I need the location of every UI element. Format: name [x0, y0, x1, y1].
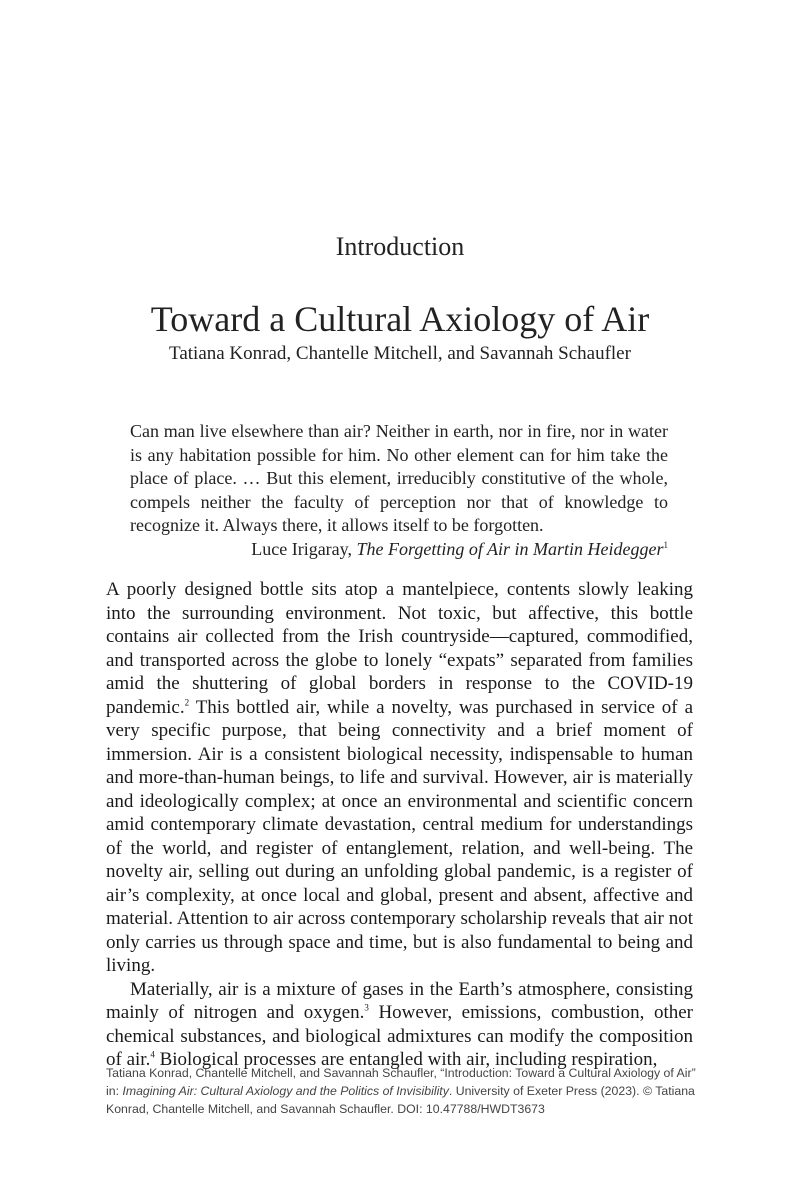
footer-text: . University of Exeter Press (2023). © Tatiana Konrad, Chantelle Mitchell, and Savannah Schaufler. DOI: 10.47788/HWDT3673 — [106, 1084, 695, 1116]
paragraph-text: A poorly designed bottle sits atop a mantelpiece, contents slowly leaking into the surrounding environment. Not toxic, but affective, this bottle contains air collected from the Irish countryside—captured, commodified, and transported across the globe to lonely “expats” separated from families amid the shuttering of global borders in response to the COVID-19 pandemic. — [106, 579, 693, 718]
epigraph-attribution — [130, 538, 668, 562]
epigraph-work: The Forgetting of Air in Martin Heidegger — [356, 538, 664, 559]
paragraph — [106, 578, 693, 978]
body-text — [106, 578, 693, 1072]
footnote-ref: 4 — [150, 1049, 155, 1060]
footnote-ref: 3 — [364, 1002, 369, 1013]
paragraph-text: However, emissions, combustion, other chemical substances, and biological admixtures can modify the composition of air. — [106, 1002, 693, 1070]
paragraph-text: Materially, air is a mixture of gases in the Earth’s atmosphere, consisting mainly of nitrogen and oxygen. — [106, 978, 693, 1023]
epigraph-author: Luce Irigaray, — [251, 538, 357, 559]
footer-text: Tatiana Konrad, Chantelle Mitchell, and Savannah Schaufler, “Introduction: Toward a Cultural Axiology of Air” in: — [106, 1066, 696, 1098]
paragraph-text: Biological processes are entangled with air, including respiration, — [154, 1049, 658, 1070]
footer-book-title: Imagining Air: Cultural Axiology and the Politics of Invisibility — [122, 1084, 449, 1098]
epigraph-quote: Can man live elsewhere than air? Neither in earth, nor in fire, nor in water is any habitation possible for him. No other element can for him take the place of place. … But this element, irreducibly constitutive of the whole, compels neither the faculty of perception nor that of knowledge to recognize it. Always there, it allows itself to be forgotten. — [130, 421, 668, 535]
paragraph-text: This bottled air, while a novelty, was purchased in service of a very specific purpose, that being connectivity and a brief moment of immersion. Air is a consistent biological necessity, indispensable to human and more-than-human beings, to life and survival. However, air is materially and ideologically complex; at once an environmental and scientific concern amid contemporary climate devastation, central medium for understandings of the world, and register of entanglement, relation, and well-being. The novelty air, selling out during an unfolding global pandemic, is a register of air’s complexity, at once local and global, present and absent, affective and material. Attention to air across contemporary scholarship reveals that air not only carries us through space and time, but is also fundamental to being and living. — [106, 696, 693, 976]
chapter-label: Introduction — [335, 232, 465, 261]
citation-footer — [106, 1064, 696, 1118]
chapter-authors: Tatiana Konrad, Chantelle Mitchell, and Savannah Schaufler — [169, 343, 631, 364]
chapter-title: Toward a Cultural Axiology of Air — [150, 299, 650, 339]
footnote-ref: 2 — [184, 697, 190, 708]
paragraph — [106, 978, 693, 1072]
footnote-ref: 1 — [663, 539, 668, 550]
epigraph — [130, 420, 668, 561]
